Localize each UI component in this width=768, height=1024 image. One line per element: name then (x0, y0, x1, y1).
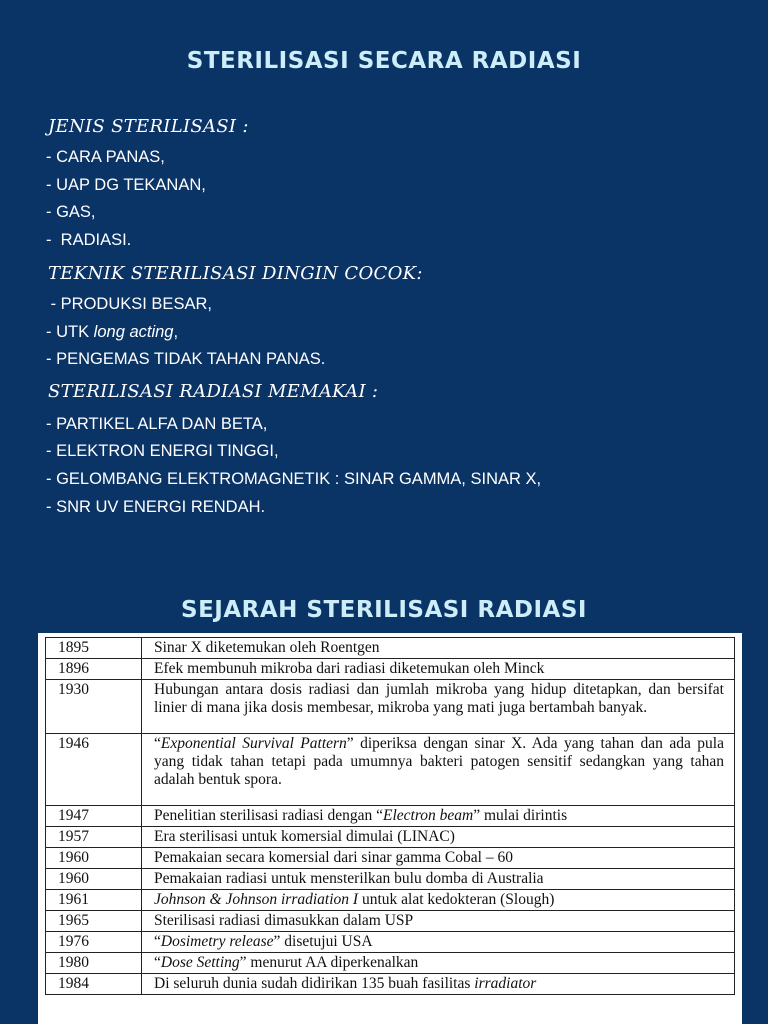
history-event-post: ” mulai dirintis (473, 807, 568, 824)
history-year: 1896 (46, 659, 142, 680)
table-row (46, 869, 735, 890)
table-row (46, 827, 735, 848)
history-event-pre: Pemakaian radiasi untuk mensterilkan bulu domba di Australia (154, 870, 544, 887)
table-row (46, 911, 735, 932)
table-row (46, 974, 735, 995)
history-event (142, 911, 735, 932)
history-event-post: untuk alat kedokteran (Slough) (358, 891, 555, 908)
history-event (142, 869, 735, 890)
table-row (46, 953, 735, 974)
history-event-em: irradiator (474, 975, 537, 992)
table-row (46, 680, 735, 734)
history-event-pre: “ (154, 933, 161, 950)
history-event-post: ” diperiksa dengan sinar X. Ada yang tahan dan ada pula yang tidak tahan tetapi pada umumnya bakteri patogen sensitif sedangkan yang tahan adalah bentuk spora. (154, 735, 724, 788)
history-year: 1957 (46, 827, 142, 848)
history-event-pre: Pemakaian secara komersial dari sinar gamma Cobal – 60 (154, 849, 513, 866)
history-event (142, 659, 735, 680)
history-title: SEJARAH STERILISASI RADIASI (181, 597, 587, 623)
list-item (46, 323, 178, 342)
history-event-em: Electron beam (383, 807, 474, 824)
section-heading-teknik: TEKNIK STERILISASI DINGIN COCOK: (48, 263, 423, 284)
table-row (46, 659, 735, 680)
history-event (142, 974, 735, 995)
list-item: - PARTIKEL ALFA DAN BETA, (46, 415, 268, 433)
history-event (142, 638, 735, 659)
history-year: 1984 (46, 974, 142, 995)
history-event-em: Dose Setting (160, 954, 240, 971)
history-year: 1961 (46, 890, 142, 911)
table-row (46, 890, 735, 911)
history-event (142, 932, 735, 953)
list-item: - PENGEMAS TIDAK TAHAN PANAS. (46, 350, 326, 368)
table-row (46, 848, 735, 869)
history-event-pre: “ (154, 954, 161, 971)
list-item: - PRODUKSI BESAR, (46, 295, 212, 313)
list-item: - SNR UV ENERGI RENDAH. (46, 498, 266, 516)
section-heading-memakai: STERILISASI RADIASI MEMAKAI : (48, 381, 379, 402)
history-event-pre: Efek membunuh mikroba dari radiasi diketemukan oleh Minck (154, 660, 545, 677)
history-event-pre: Penelitian sterilisasi radiasi dengan “ (154, 807, 383, 824)
slide-title: STERILISASI SECARA RADIASI (186, 48, 582, 74)
history-event (142, 848, 735, 869)
history-year: 1895 (46, 638, 142, 659)
history-event-post: ” menurut AA diperkenalkan (239, 954, 419, 971)
history-year: 1930 (46, 680, 142, 734)
section-heading-jenis: JENIS STERILISASI : (48, 116, 249, 137)
history-year: 1947 (46, 806, 142, 827)
table-row (46, 638, 735, 659)
history-event (142, 953, 735, 974)
history-year: 1960 (46, 848, 142, 869)
list-item: - CARA PANAS, (46, 148, 165, 166)
table-row (46, 932, 735, 953)
history-year: 1965 (46, 911, 142, 932)
history-event-pre: “ (154, 735, 161, 752)
list-item-italic: long acting (93, 323, 174, 341)
history-event-pre: Hubungan antara dosis radiasi dan jumlah mikroba yang hidup ditetapkan, dan bersifat linier di mana jika dosis membesar, mikroba yang mati juga bertambah banyak. (154, 681, 724, 716)
history-year: 1946 (46, 734, 142, 806)
history-year: 1980 (46, 953, 142, 974)
history-event-pre: Era sterilisasi untuk komersial dimulai (LINAC) (154, 828, 455, 845)
history-event (142, 680, 735, 734)
history-table (45, 637, 735, 995)
history-event-pre: Di seluruh dunia sudah didirikan 135 buah fasilitas (154, 975, 475, 992)
history-event-em: Exponential Survival Pattern (160, 735, 347, 752)
table-row (46, 734, 735, 806)
list-item-prefix: - UTK (46, 323, 94, 341)
list-item: - RADIASI. (46, 231, 132, 249)
history-event-post: ” disetujui USA (273, 933, 373, 950)
list-item: - GAS, (46, 203, 96, 221)
history-event-em: Johnson & Johnson irradiation I (154, 891, 359, 908)
list-item-suffix: , (173, 323, 179, 341)
list-item: - GELOMBANG ELEKTROMAGNETIK : SINAR GAMMA, SINAR X, (46, 470, 542, 488)
list-item: - ELEKTRON ENERGI TINGGI, (46, 442, 279, 460)
history-event-em: Dosimetry release (160, 933, 274, 950)
list-item: - UAP DG TEKANAN, (46, 176, 206, 194)
history-event (142, 827, 735, 848)
history-document (38, 633, 742, 1024)
history-event (142, 734, 735, 806)
history-year: 1976 (46, 932, 142, 953)
history-event (142, 806, 735, 827)
history-year: 1960 (46, 869, 142, 890)
history-event-pre: Sterilisasi radiasi dimasukkan dalam USP (154, 912, 414, 929)
table-row (46, 806, 735, 827)
history-event (142, 890, 735, 911)
history-event-pre: Sinar X diketemukan oleh Roentgen (154, 639, 380, 656)
